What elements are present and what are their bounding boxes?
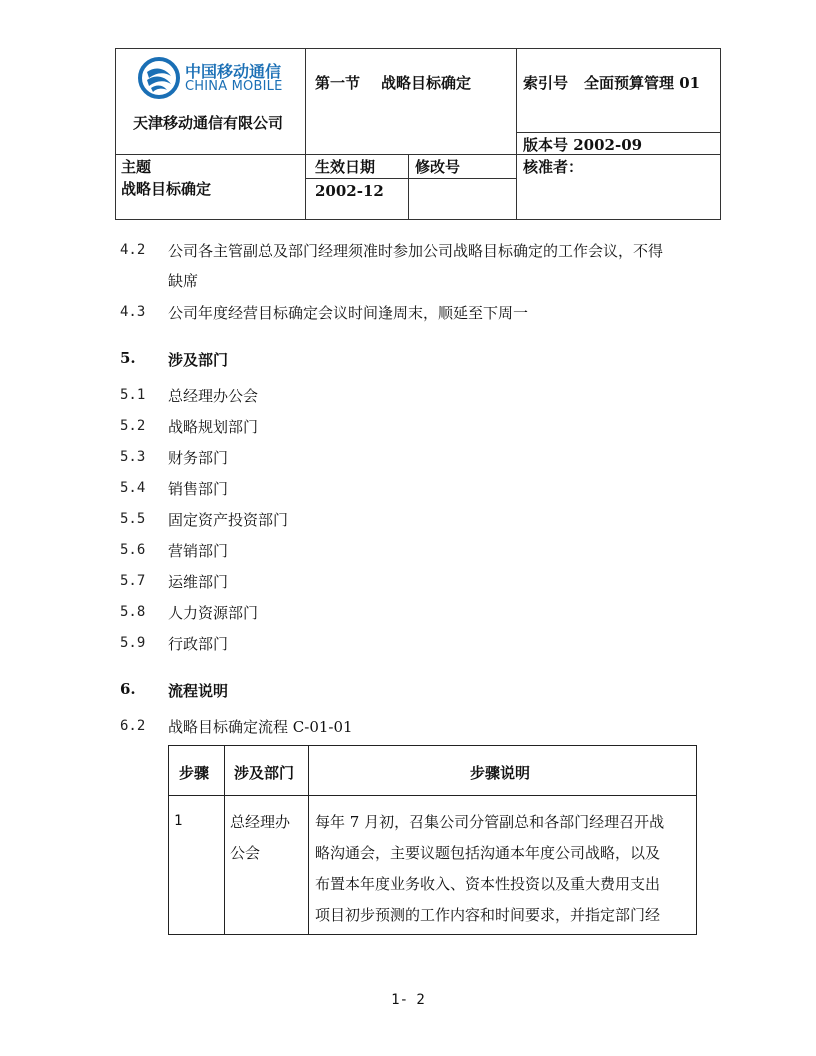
- table-border-right: [696, 745, 697, 935]
- table-cell-desc-line: 略沟通会，主要议题包括沟通本年度公司战略，以及: [315, 844, 661, 862]
- table-col-divider-2: [308, 745, 309, 935]
- table-cell-desc-line: 项目初步预测的工作内容和时间要求，并指定部门经: [315, 906, 661, 924]
- section-title: 战略目标确定: [381, 74, 472, 92]
- table-header-desc: 步骤说明: [470, 764, 531, 782]
- item-4-3-number: 4.3: [120, 304, 146, 320]
- item-4-3-text: 公司年度经营目标确定会议时间逢周末，顺延至下周一: [168, 304, 529, 322]
- item-6-2-text: 战略目标确定流程 C-01-01: [168, 718, 353, 736]
- header-border-bottom: [115, 219, 721, 220]
- table-border-top: [168, 745, 697, 746]
- subject-value: 战略目标确定: [121, 180, 212, 198]
- table-border-bottom: [168, 934, 697, 935]
- index-label: 索引号: [523, 74, 569, 92]
- section-6-title: 流程说明: [168, 682, 229, 700]
- department-name: 战略规划部门: [168, 418, 259, 436]
- section-5-title: 涉及部门: [168, 351, 229, 369]
- table-cell-dept-line1: 总经理办: [230, 813, 291, 831]
- department-name: 总经理办公会: [168, 387, 259, 405]
- version-number: 版本号 2002-09: [523, 136, 643, 154]
- process-table: [168, 745, 697, 935]
- department-number: 5.3: [120, 449, 146, 465]
- department-number: 5.4: [120, 480, 146, 496]
- item-4-2-line1: 公司各主管副总及部门经理须准时参加公司战略目标确定的工作会议，不得: [168, 242, 664, 260]
- approver-label: 核准者：: [523, 158, 584, 176]
- subject-label: 主题: [121, 158, 152, 176]
- department-name: 人力资源部门: [168, 604, 259, 622]
- department-name: 运维部门: [168, 573, 229, 591]
- document-header: [115, 48, 721, 220]
- table-header-dept: 涉及部门: [234, 764, 295, 782]
- department-number: 5.5: [120, 511, 146, 527]
- department-number: 5.8: [120, 604, 146, 620]
- department-number: 5.1: [120, 387, 146, 403]
- item-4-2-line2: 缺席: [168, 272, 199, 290]
- header-divider-1: [305, 48, 306, 220]
- department-number: 5.7: [120, 573, 146, 589]
- page-number: 1- 2: [391, 992, 425, 1008]
- table-header-line: [168, 795, 697, 796]
- index-value: 全面预算管理 01: [584, 74, 701, 92]
- effective-date-label: 生效日期: [315, 158, 376, 176]
- effective-date-value: 2002-12: [315, 182, 384, 200]
- table-cell-step: 1: [174, 813, 183, 829]
- header-border-left: [115, 48, 116, 220]
- revision-label: 修改号: [415, 158, 461, 176]
- header-divider-2: [516, 48, 517, 220]
- china-mobile-logo-icon: [137, 56, 181, 100]
- department-number: 5.2: [120, 418, 146, 434]
- item-6-2-number: 6.2: [120, 718, 146, 734]
- section-number: 第一节: [315, 74, 361, 92]
- section-5-number: 5.: [120, 349, 136, 367]
- department-name: 财务部门: [168, 449, 229, 467]
- department-number: 5.9: [120, 635, 146, 651]
- table-col-divider-1: [224, 745, 225, 935]
- table-cell-desc-line: 每年 7 月初，召集公司分管副总和各部门经理召开战: [315, 813, 665, 831]
- company-name: 天津移动通信有限公司: [133, 114, 284, 132]
- table-cell-desc-line: 布置本年度业务收入、资本性投资以及重大费用支出: [315, 875, 661, 893]
- item-4-2-number: 4.2: [120, 242, 146, 258]
- department-name: 营销部门: [168, 542, 229, 560]
- department-number: 5.6: [120, 542, 146, 558]
- section-6-number: 6.: [120, 680, 136, 698]
- table-header-step: 步骤: [179, 764, 210, 782]
- department-name: 销售部门: [168, 480, 229, 498]
- header-border-right: [720, 48, 721, 220]
- header-date-line: [305, 178, 516, 179]
- china-mobile-logo: [137, 56, 287, 102]
- header-border-top: [115, 48, 721, 49]
- header-divider-3: [408, 154, 409, 220]
- logo-chinese-text: 中国移动通信: [185, 62, 282, 81]
- department-name: 固定资产投资部门: [168, 511, 289, 529]
- table-border-left: [168, 745, 169, 935]
- department-name: 行政部门: [168, 635, 229, 653]
- header-version-line: [516, 132, 721, 133]
- logo-english-text: CHINA MOBILE: [185, 79, 283, 94]
- table-cell-dept-line2: 公会: [230, 844, 261, 862]
